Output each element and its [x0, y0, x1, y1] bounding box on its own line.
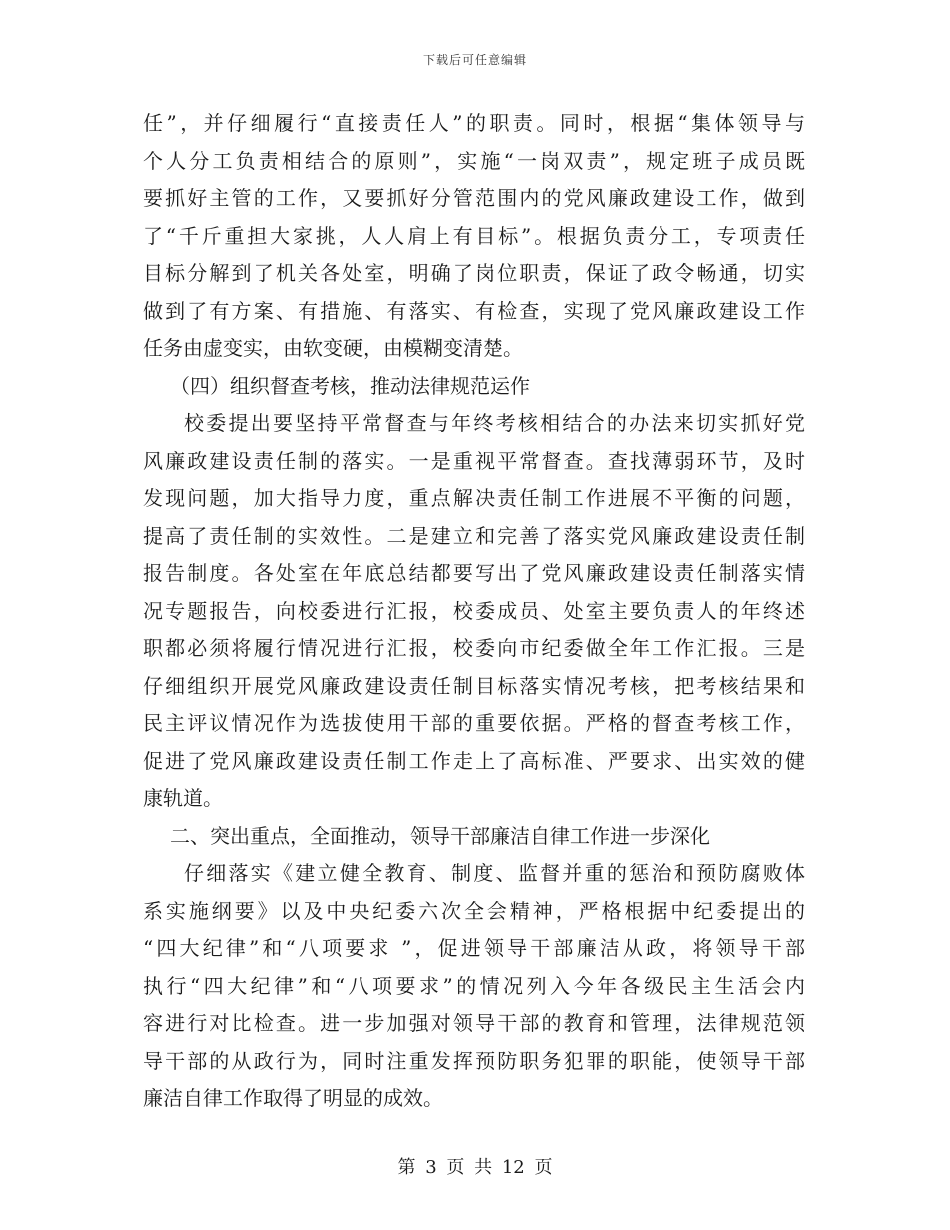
paragraph-line: 促进了党风廉政建设责任制工作走上了高标准、严要求、出实效的健 — [143, 748, 805, 773]
paragraph-line: 校委提出要坚持平常督查与年终考核相结合的办法来切实抓好党 — [184, 411, 805, 435]
paragraph-line: 执行“四大纪律”和“八项要求”的情况列入今年各级民主生活会内 — [143, 973, 805, 998]
paragraph-line: 导干部的从政行为，同时注重发挥预防职务犯罪的职能，使领导干部 — [143, 1048, 805, 1073]
page-header: 下载后可任意编辑 — [422, 53, 527, 67]
paragraph-line: 系实施纲要》以及中央纪委六次全会精神，严格根据中纪委提出的 — [143, 898, 805, 923]
paragraph-line: 廉洁自律工作取得了明显的成效。 — [143, 1086, 443, 1110]
paragraph-line: 个人分工负责相结合的原则”，实施“一岗双责”，规定班子成员既 — [143, 148, 805, 173]
document-body — [143, 105, 805, 1118]
paragraph-line: 仔细组织开展党风廉政建设责任制目标落实情况考核，把考核结果和 — [143, 673, 805, 698]
paragraph-line: 发现问题，加大指导力度，重点解决责任制工作进展不平衡的问题， — [143, 486, 805, 510]
section-heading: 二、突出重点，全面推动，领导干部廉洁自律工作进一步深化 — [170, 823, 710, 848]
paragraph-line: 民主评议情况作为选拔使用干部的重要依据。严格的督查考核工作， — [143, 711, 805, 735]
paragraph-line: 容进行对比检查。进一步加强对领导干部的教育和管理，法律规范领 — [143, 1011, 805, 1035]
paragraph-line: 做到了有方案、有措施、有落实、有检查，实现了党风廉政建设工作 — [143, 298, 805, 323]
section-heading: （四）组织督查考核，推动法律规范运作 — [170, 373, 530, 398]
paragraph-line: 职都必须将履行情况进行汇报，校委向市纪委做全年工作汇报。三是 — [143, 636, 805, 660]
paragraph-line: 仔细落实《建立健全教育、制度、监督并重的惩治和预防腐败体 — [184, 861, 805, 885]
paragraph-line: 报告制度。各处室在年底总结都要写出了党风廉政建设责任制落实情 — [143, 561, 805, 585]
paragraph-line: 提高了责任制的实效性。二是建立和完善了落实党风廉政建设责任制 — [143, 523, 805, 548]
paragraph-line: 况专题报告，向校委进行汇报，校委成员、处室主要负责人的年终述 — [143, 598, 805, 623]
paragraph-line: 目标分解到了机关各处室，明确了岗位职责，保证了政令畅通，切实 — [143, 261, 805, 285]
page-number: 第 3 页 共 12 页 — [397, 1157, 553, 1178]
paragraph-line: 风廉政建设责任制的落实。一是重视平常督查。查找薄弱环节，及时 — [143, 448, 805, 473]
paragraph-line: “四大纪律”和“八项要求 ”，促进领导干部廉洁从政，将领导干部 — [143, 936, 805, 960]
paragraph-line: 任”，并仔细履行“直接责任人”的职责。同时，根据“集体领导与 — [143, 111, 805, 135]
paragraph-line: 了“千斤重担大家挑，人人肩上有目标”。根据负责分工，专项责任 — [143, 223, 805, 248]
paragraph-line: 要抓好主管的工作，又要抓好分管范围内的党风廉政建设工作，做到 — [143, 186, 805, 210]
paragraph-line: 任务由虚变实，由软变硬，由模糊变清楚。 — [143, 336, 523, 360]
paragraph-line: 康轨道。 — [143, 786, 223, 810]
